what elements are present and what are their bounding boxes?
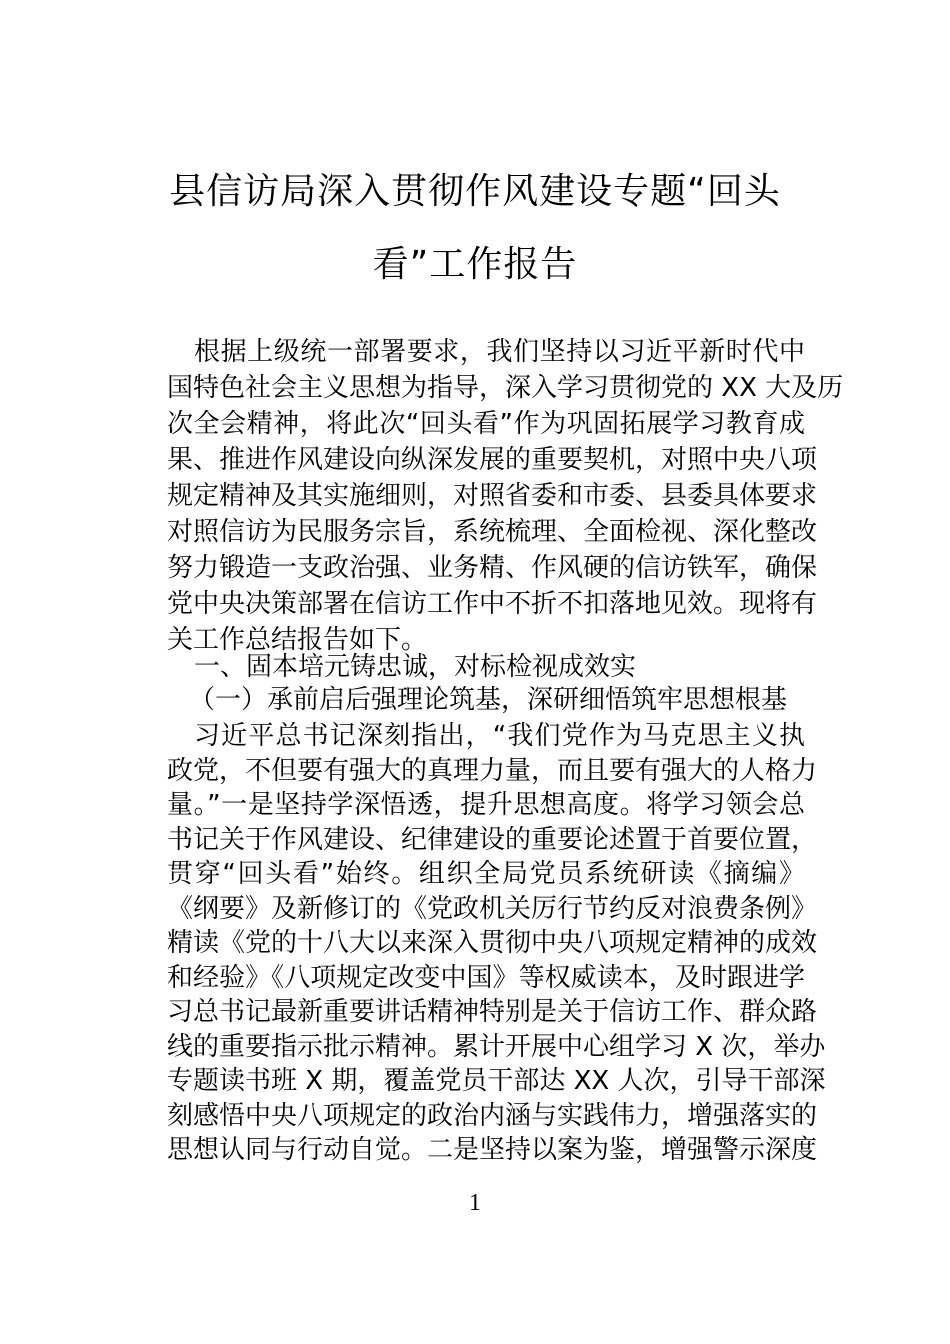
document-title-line-2: 看”工作报告 bbox=[372, 244, 578, 285]
section-heading-1: 一、固本培元铸忠诚，对标检视成效实 bbox=[194, 652, 637, 682]
text-line: 国特色社会主义思想为指导，深入学习贯彻党的 XX 大及历 bbox=[167, 373, 844, 403]
page-number: 1 bbox=[469, 1190, 481, 1216]
text-line: 线的重要指示批示精神。累计开展中心组学习 X 次，举办 bbox=[167, 1031, 826, 1062]
text-line: 书记关于作风建设、纪律建设的重要论述置于首要位置， bbox=[167, 824, 818, 855]
text-line: 果、推进作风建设向纵深发展的重要契机，对照中央八项 bbox=[167, 445, 818, 475]
text-line: 量。”一是坚持学深悟透，提升思想高度。将学习领会总 bbox=[167, 790, 805, 820]
subsection-heading-1: （一）承前启后强理论筑基，深研细悟筑牢思想根基 bbox=[189, 685, 788, 715]
text-line: 刻感悟中央八项规定的政治内涵与实践伟力，增强落实的 bbox=[167, 1100, 818, 1131]
text-line: 贯穿“回头看”始终。组织全局党员系统研读《摘编》 bbox=[167, 859, 805, 889]
text-line: 对照信访为民服务宗旨，系统梳理、全面检视、深化整改 bbox=[167, 517, 818, 547]
text-line: 和经验》《八项规定改变中国》等权威读本，及时跟进学 bbox=[167, 962, 805, 993]
text-line: 专题读书班 X 期，覆盖党员干部达 XX 人次，引导干部深 bbox=[167, 1066, 826, 1096]
text-line: 规定精神及其实施细则，对照省委和市委、县委具体要求 bbox=[167, 481, 818, 511]
text-line: 次全会精神，将此次“回头看”作为巩固拓展学习教育成 bbox=[167, 409, 805, 439]
text-line: 《纲要》及新修订的《党政机关厉行节约反对浪费条例》 bbox=[167, 893, 818, 924]
text-line: 根据上级统一部署要求，我们坚持以习近平新时代中 bbox=[194, 337, 805, 367]
text-line: 精读《党的十八大以来深入贯彻中央八项规定精神的成效 bbox=[167, 928, 818, 958]
text-line: 习近平总书记深刻指出，“我们党作为马克思主义执 bbox=[194, 721, 805, 751]
text-line: 努力锻造一支政治强、业务精、作风硬的信访铁军，确保 bbox=[167, 553, 818, 583]
text-line: 党中央决策部署在信访工作中不折不扣落地见效。现将有 bbox=[167, 589, 818, 619]
text-line: 习总书记最新重要讲话精神特别是关于信访工作、群众路 bbox=[167, 997, 818, 1027]
document-title-line-1: 县信访局深入贯彻作风建设专题“回头 bbox=[169, 171, 781, 212]
text-line: 思想认同与行动自觉。二是坚持以案为鉴，增强警示深度 bbox=[167, 1135, 818, 1165]
text-line: 关工作总结报告如下。 bbox=[167, 625, 428, 655]
text-line: 政党，不但要有强大的真理力量，而且要有强大的人格力 bbox=[167, 755, 818, 786]
